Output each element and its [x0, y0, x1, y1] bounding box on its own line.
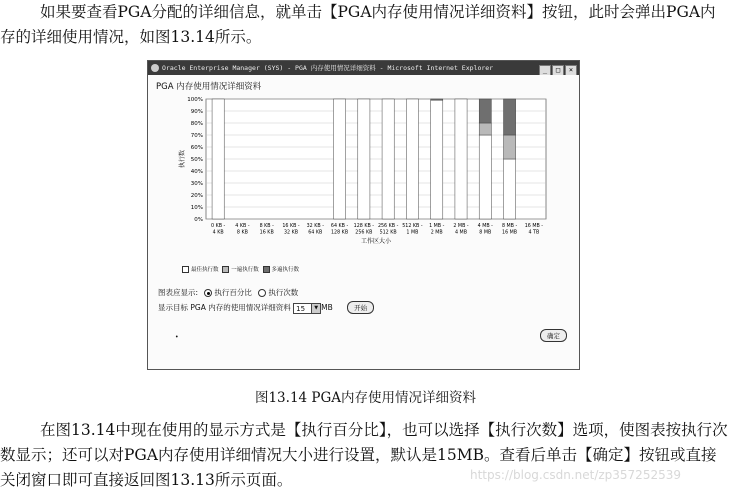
- close-icon[interactable]: ×: [565, 65, 577, 75]
- ie-icon: [151, 64, 159, 72]
- x-tick-label: 16 MB: [502, 230, 518, 236]
- bar-segment: [479, 99, 491, 123]
- x-tick-label: 4 MB -: [477, 224, 493, 229]
- x-tick-label: 1 MB -: [429, 224, 445, 229]
- y-tick-label: 10%: [190, 205, 203, 211]
- x-tick-label: 4 KB: [212, 230, 224, 236]
- x-tick-label: 4 TB: [528, 230, 540, 236]
- x-tick-label: 0 KB -: [211, 224, 226, 229]
- y-tick-label: 100%: [187, 97, 203, 103]
- ok-button[interactable]: 确定: [540, 329, 567, 342]
- status-dot-icon: •: [175, 334, 179, 341]
- start-button[interactable]: 开始: [347, 301, 374, 314]
- x-tick-label: 2 MB -: [453, 224, 469, 229]
- pane-title: PGA 内存使用情况详细资料: [156, 82, 262, 92]
- bar-segment: [334, 99, 346, 219]
- maximize-icon[interactable]: □: [552, 65, 564, 75]
- window-title: Oracle Enterprise Manager (SYS) - PGA 内存使用情况详细资料 - Microsoft Internet Explorer: [162, 64, 494, 72]
- x-tick-label: 8 MB: [479, 230, 492, 236]
- bar-segment: [406, 99, 418, 219]
- x-tick-label: 64 KB -: [330, 224, 349, 229]
- x-tick-label: 16 KB: [259, 230, 274, 236]
- x-tick-label: 32 KB -: [306, 224, 324, 229]
- y-tick-label: 60%: [190, 145, 203, 151]
- legend-swatch-multipass: [263, 266, 270, 273]
- bar-segment: [479, 123, 491, 135]
- x-tick-label: 256 KB: [355, 230, 373, 236]
- x-tick-label: 8 MB -: [501, 224, 518, 229]
- bar-segment: [431, 100, 443, 219]
- x-tick-label: 8 KB -: [259, 224, 274, 229]
- bar-segment: [504, 99, 516, 135]
- radio-percent-label: 执行百分比: [214, 288, 252, 297]
- ie-window: [147, 60, 580, 370]
- y-axis-label: 执行数: [179, 149, 186, 169]
- intro-paragraph: 如果要查看PGA分配的详细信息，就单击【PGA内存使用情况详细资料】按钮，此时会弹出PGA内存的详细使用情况，如图13.14所示。: [0, 3, 716, 46]
- legend-swatch-optimal: [182, 266, 189, 273]
- x-tick-label: 512 KB: [379, 230, 397, 236]
- bar-segment: [504, 159, 516, 219]
- figure-caption: 图13.14 PGA内存使用情况详细资料: [254, 390, 477, 406]
- pga-chart: [148, 75, 579, 265]
- x-tick-label: 256 KB -: [377, 224, 399, 229]
- size-select-value: 15: [296, 304, 306, 313]
- x-tick-label: 16 KB -: [282, 224, 300, 229]
- bar-segment: [212, 99, 224, 219]
- chart-legend: [180, 265, 299, 273]
- window-body: [148, 75, 579, 369]
- x-tick-label: 4 KB -: [235, 224, 250, 229]
- minimize-icon[interactable]: _: [539, 65, 551, 75]
- x-tick-label: 128 KB -: [353, 224, 375, 229]
- x-tick-label: 32 KB: [283, 230, 299, 236]
- legend-multipass: 多遍执行数: [271, 267, 300, 273]
- radio-percent[interactable]: [204, 289, 212, 297]
- y-tick-label: 0%: [194, 217, 203, 223]
- x-tick-label: 2 MB: [430, 230, 443, 236]
- bar-segment: [382, 99, 394, 219]
- size-unit: MB: [321, 303, 333, 312]
- bar-segment: [504, 135, 516, 159]
- y-tick-label: 50%: [190, 157, 203, 163]
- x-tick-label: 512 KB -: [402, 224, 423, 229]
- display-mode-row: [158, 287, 298, 298]
- y-tick-label: 90%: [190, 109, 203, 115]
- legend-swatch-onepass: [222, 266, 229, 273]
- x-tick-label: 16 MB -: [524, 224, 544, 229]
- bar-segment: [455, 99, 467, 219]
- bar-segment: [431, 99, 443, 100]
- y-tick-label: 30%: [190, 181, 203, 187]
- x-tick-label: 1 MB: [406, 230, 419, 236]
- radio-count[interactable]: [258, 289, 266, 297]
- size-row: [158, 301, 374, 314]
- display-label: 图表应显示:: [158, 288, 199, 297]
- y-tick-label: 20%: [190, 193, 203, 199]
- chevron-down-icon: ▼: [311, 304, 320, 313]
- x-tick-label: 4 MB: [454, 230, 468, 236]
- legend-onepass: 一遍执行数: [231, 267, 259, 273]
- body-paragraph: 在图13.14中现在使用的显示方式是【执行百分比】，也可以选择【执行次数】选项，使图表按执行次数显示；还可以对PGA内存使用详细情况大小进行设置，默认是15MB。查看后单击【确定】按钮或直接关闭窗口即可直接返回图13.13所示页面。: [0, 421, 728, 489]
- size-label: 显示目标 PGA 内存的使用情况详细资料: [158, 303, 291, 312]
- size-select[interactable]: [293, 303, 321, 314]
- radio-count-label: 执行次数: [268, 288, 299, 297]
- x-tick-label: 64 KB: [308, 230, 323, 236]
- legend-optimal: 最佳执行数: [191, 267, 219, 273]
- bar-segment: [479, 135, 491, 219]
- watermark: https://blog.csdn.net/zp357252539: [470, 468, 681, 482]
- x-tick-label: 8 KB: [236, 230, 248, 236]
- y-tick-label: 40%: [190, 169, 203, 175]
- x-tick-label: 128 KB: [331, 230, 349, 236]
- window-titlebar: [148, 61, 579, 75]
- y-tick-label: 70%: [190, 133, 203, 139]
- bar-segment: [358, 99, 370, 219]
- y-tick-label: 80%: [190, 121, 203, 127]
- x-axis-label: 工作区大小: [360, 238, 392, 245]
